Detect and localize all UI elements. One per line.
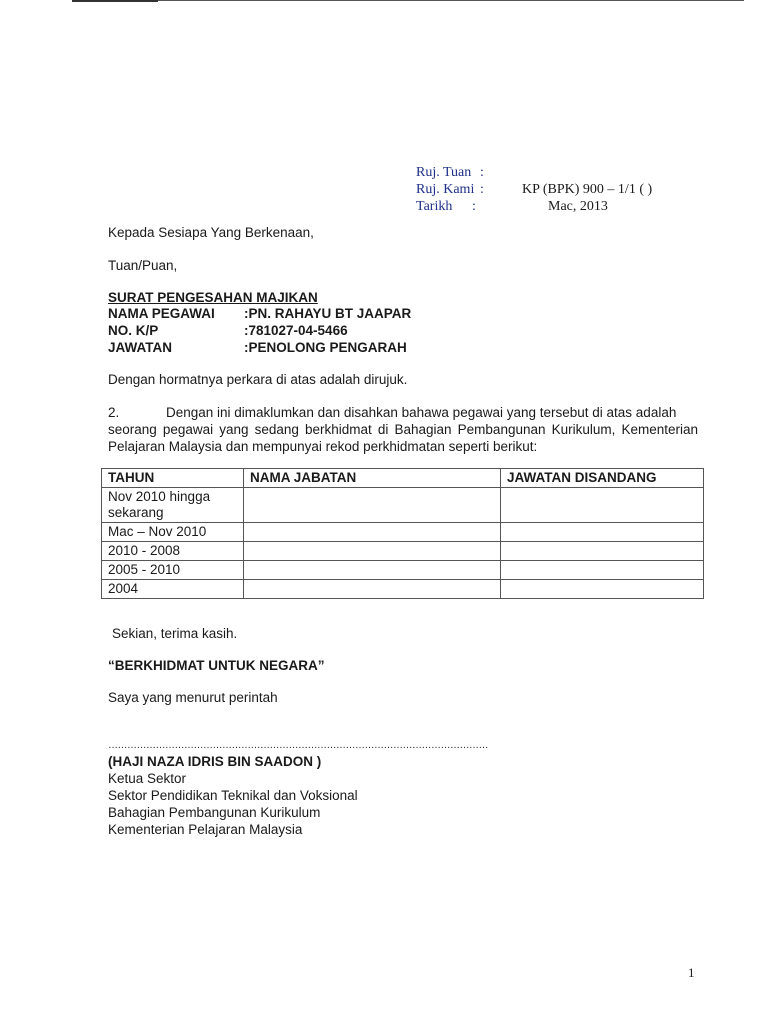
page-number: 1 [688,965,695,980]
table-cell-jawatan [501,523,704,542]
table-cell-nama-jabatan [244,488,501,523]
tarikh-value: Mac, 2013 [548,199,608,214]
ruj-kami-separator: : [480,182,484,197]
table-cell-tahun: Nov 2010 hingga sekarang [102,488,244,523]
closing-order: Saya yang menurut perintah [108,690,278,705]
para2-continuation: seorang pegawai yang sedang berkhidmat di Bahagian Pembangunan Kurikulum, Kementerian Pelajaran Malaysia dan mempunyai rekod perkhidmatan seperti berikut: [108,422,698,454]
signatory-title-line: Bahagian Pembangunan Kurikulum [108,805,321,820]
table-cell-jawatan [501,542,704,561]
table-row [102,523,704,542]
page-top-rule-accent [72,0,158,2]
ruj-tuan-separator: : [480,165,484,180]
ref-tarikh-row [416,198,452,215]
column-header-nama-jabatan: NAMA JABATAN [244,469,501,488]
signature-line: ………………………………………………………………………………………………………… [108,740,488,751]
table-cell-jawatan [501,488,704,523]
field-label-no-kp: NO. K/P [108,323,159,338]
closing-thanks: Sekian, terima kasih. [112,626,238,641]
recipient-line: Kepada Sesiapa Yang Berkenaan, [108,225,314,240]
table-cell-nama-jabatan [244,561,501,580]
signatory-title-line: Ketua Sektor [108,771,187,786]
table-cell-tahun: Mac – Nov 2010 [102,523,244,542]
field-label-jawatan: JAWATAN [108,340,172,355]
table-row [102,488,704,523]
table-cell-nama-jabatan [244,523,501,542]
subject-title: SURAT PENGESAHAN MAJIKAN [108,290,318,305]
ref-ruj-kami-row [416,181,474,198]
field-label-nama-pegawai: NAMA PEGAWAI [108,306,215,321]
para2-first-line: Dengan ini dimaklumkan dan disahkan bahawa pegawai yang tersebut di atas adalah [166,405,677,420]
table-cell-jawatan [501,580,704,599]
column-header-tahun: TAHUN [102,469,244,488]
ref-ruj-tuan-row [416,164,471,181]
service-record-table [101,468,704,599]
ruj-tuan-label: Ruj. Tuan [416,165,472,180]
greeting-line: Tuan/Puan, [108,258,178,273]
table-row [102,542,704,561]
field-value-no-kp: :781027-04-5466 [244,323,348,338]
page-top-rule [72,0,744,1]
table-cell-tahun: 2010 - 2008 [102,542,244,561]
table-cell-jawatan [501,561,704,580]
column-header-jawatan-disandang: JAWATAN DISANDANG [501,469,704,488]
table-row [102,561,704,580]
tarikh-label: Tarikh [416,199,453,214]
table-cell-nama-jabatan [244,580,501,599]
table-header-row [102,469,704,488]
field-value-jawatan: :PENOLONG PENGARAH [244,340,407,355]
motto: “BERKHIDMAT UNTUK NEGARA” [108,658,325,673]
table-cell-tahun: 2005 - 2010 [102,561,244,580]
signatory-title-line: Kementerian Pelajaran Malaysia [108,822,303,837]
ruj-kami-label: Ruj. Kami [416,182,475,197]
ruj-kami-value: KP (BPK) 900 – 1/1 ( ) [522,182,653,197]
para2-number: 2. [108,405,120,420]
tarikh-separator: : [472,199,476,214]
table-cell-tahun: 2004 [102,580,244,599]
signatory-name: (HAJI NAZA IDRIS BIN SAADON ) [108,754,322,769]
table-cell-nama-jabatan [244,542,501,561]
signatory-title-line: Sektor Pendidikan Teknikal dan Voksional [108,788,358,803]
field-value-nama-pegawai: :PN. RAHAYU BT JAAPAR [244,306,412,321]
table-row [102,580,704,599]
body-paragraph-1: Dengan hormatnya perkara di atas adalah dirujuk. [108,372,408,387]
